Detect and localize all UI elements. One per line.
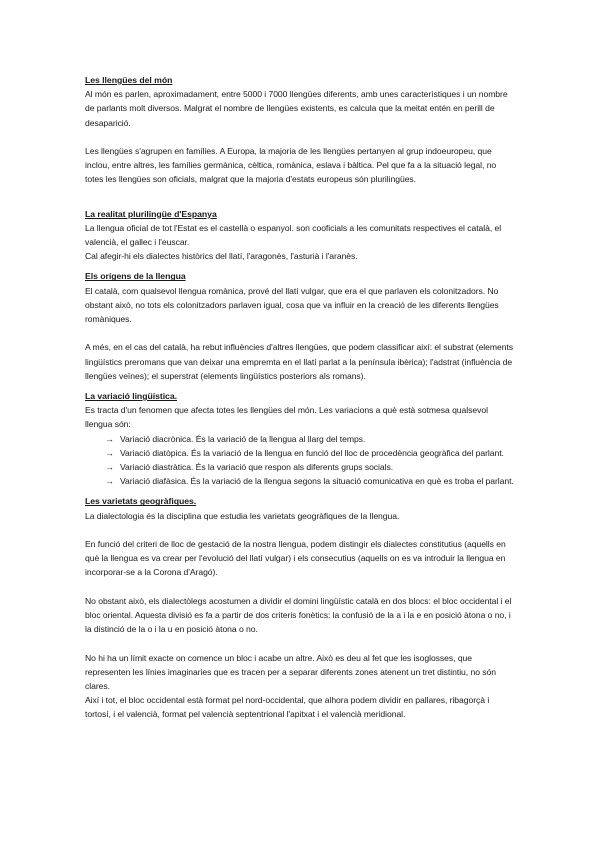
- paragraph: La dialectologia és la disciplina que estudia les varietats geogràfiques de la llengua.: [85, 510, 400, 521]
- document-body: [85, 73, 515, 722]
- list-item: [85, 474, 515, 488]
- paragraph: Es tracta d'un fenomen que afecta totes les llengües del món. Les variacions a què està sotmesa qualsevol llengua són:: [85, 405, 488, 430]
- list-item-text: Variació diatòpica. És la variació de la llengua en funció del lloc de procedència geogràfica del parlant.: [120, 447, 504, 458]
- arrow-icon: →: [105, 476, 114, 487]
- arrow-icon: →: [105, 462, 114, 473]
- arrow-icon: →: [105, 447, 114, 458]
- heading-varietats-geografiques: Les varietats geogràfiques.: [85, 496, 197, 507]
- list-item-text: Variació diafàsica. És la variació de la llengua segons la situació comunicativa en què es troba el parlant.: [120, 476, 514, 487]
- heading-origens-llengua: Els orígens de la llengua: [85, 271, 186, 282]
- variation-list: [85, 432, 515, 489]
- paragraph: El català, com qualsevol llengua romànica, prové del llatí vulgar, que era el que parlaven els colonitzadors. No obstant això, no tots els colonitzadors parlaven igual, cosa que va influir en la creació de les diferents llengües romàniques.: [85, 285, 499, 325]
- paragraph: No hi ha un límit exacte on comence un bloc i acabe un altre. Això es deu al fet que les isoglosses, que representen les línies imaginaries que es tracen per a separar diferents zones atenent un tret distintiu, no són clares.: [85, 652, 496, 692]
- paragraph: No obstant això, els dialectòlegs acostumen a dividir el domini lingüístic català en dos blocs: el bloc occidental i el bloc oriental. Aquesta divisió es fa a partir de dos criteris fonètics: la confusió de la a i la e en posició àtona o no, i la distinció de la o i la u en posició àtona o no.: [85, 595, 512, 635]
- list-item: [85, 460, 515, 474]
- paragraph: En funció del criteri de lloc de gestació de la nostra llengua, podem distingir els dialectes constitutius (aquells en què la llengua es va crear per l'evolució del llatí vulgar) i els consecutius (aquells on es va introduir la llengua en incorporar-se a la Corona d'Aragó).: [85, 539, 506, 578]
- list-item: [85, 446, 515, 460]
- list-item: [85, 432, 515, 446]
- heading-llengues-mon: Les llengües del món: [85, 75, 173, 85]
- paragraph: Així i tot, el bloc occidental està format pel nord-occidental, que alhora podem dividir en pallares, ribagorçà i tortosí, i el valencià, format pel valencià septentrional l'apitxat i el valencià meridional.: [85, 695, 490, 720]
- heading-variacio-linguistica: La variació lingüística.: [85, 391, 177, 402]
- heading-realitat-plurilingue: La realitat plurilingüe d'Espanya: [85, 208, 217, 219]
- paragraph: La llengua oficial de tot l'Estat es el castellà o espanyol. son cooficials a les comunitats respectives el català, el valencià, el gallec i l'euscar.: [85, 222, 502, 248]
- paragraph: A més, en el cas del català, ha rebut influències d'altres llengües, que podem classificar així: el substrat (elements lingüístics preromans que van deixar una empremta en el llatí parlat a la península ibèrica); l'adstrat (influència de llengües veïnes); el superstrat (elements lingüístics posteriors als romans).: [85, 342, 514, 381]
- list-item-text: Variació diacrònica. És la variació de la llengua al llarg del temps.: [120, 433, 366, 444]
- paragraph: Cal afegir-hi els dialectes històrics del llatí, l'aragonès, l'asturià i l'aranès.: [85, 251, 358, 262]
- paragraph: Les llengües s'agrupen en famílies. A Europa, la majoria de les llengües pertanyen al grup indoeuropeu, que inclou, entre altres, les famílies germànica, cèltica, romànica, eslava i bàltica. Pel que fa a la situació legal, no totes les llengües son oficials, malgrat que la majoria d'estats europeus són plurilingües.: [85, 146, 497, 185]
- arrow-icon: →: [105, 433, 114, 444]
- list-item-text: Variació diastràtica. És la variació que respon als diferents grups socials.: [120, 462, 394, 473]
- paragraph: Al món es parlen, aproximadament, entre 5000 i 7000 llengües diferents, amb unes característiques i un nombre de parlants molt diversos. Malgrat el nombre de llengües existents, es calcula que la meitat entén en perill de desaparició.: [85, 89, 508, 128]
